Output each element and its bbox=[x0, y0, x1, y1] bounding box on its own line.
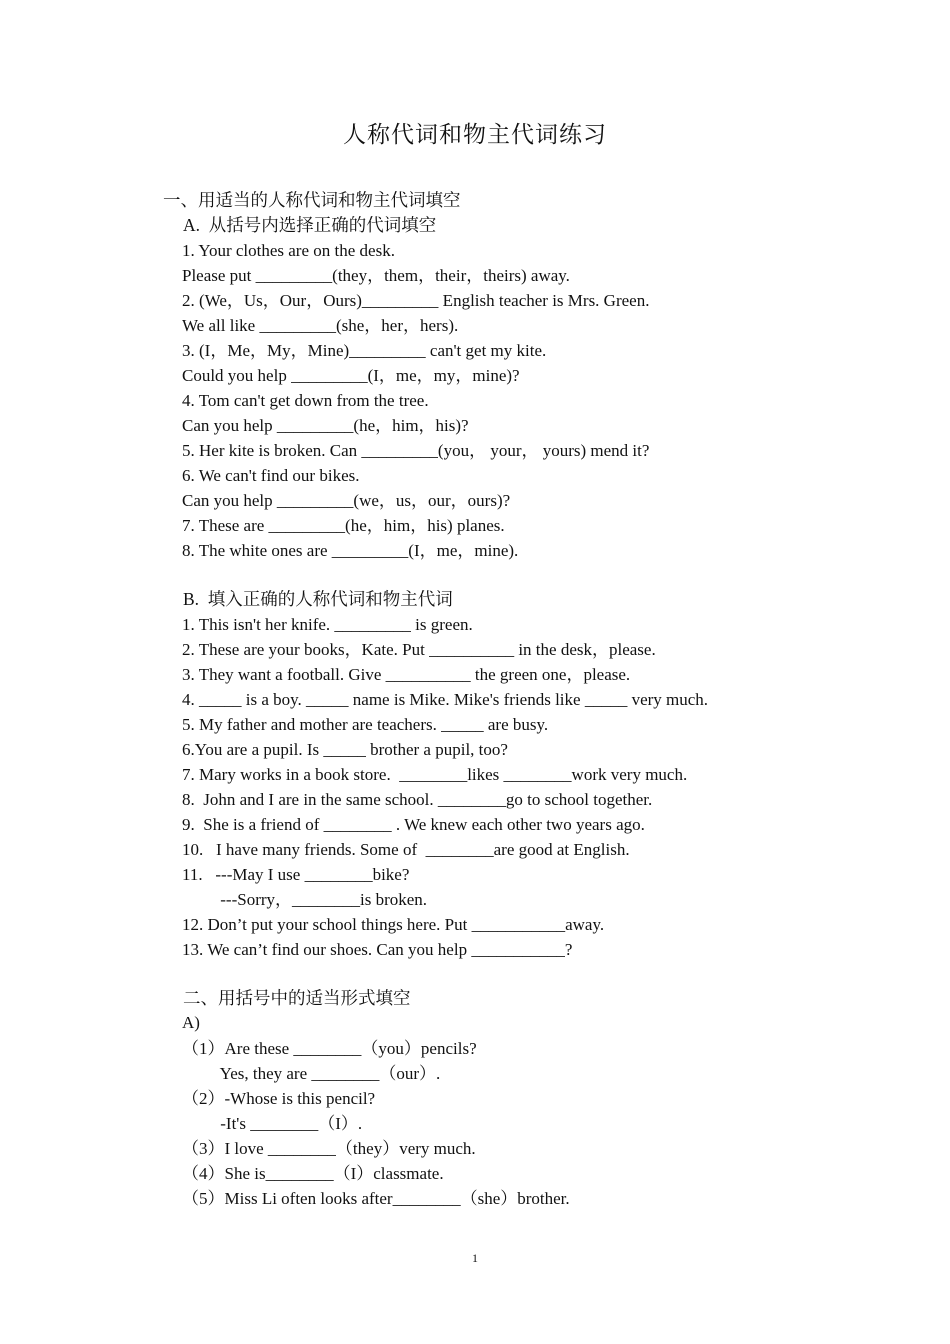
exercise-line: 9. She is a friend of ________ . We knew each other two years ago. bbox=[182, 815, 645, 834]
exercise-line: （5）Miss Li often looks after________（she）brother. bbox=[182, 1189, 570, 1208]
exercise-line: 5. My father and mother are teachers. _____ are busy. bbox=[182, 715, 549, 734]
part-b-heading: B. 填入正确的人称代词和物主代词 bbox=[183, 589, 453, 609]
section-2-heading: 二、用括号中的适当形式填空 bbox=[183, 988, 411, 1008]
exercise-line: 5. Her kite is broken. Can _________(you， your， yours) mend it? bbox=[182, 441, 650, 460]
exercise-line: 2. (We，Us，Our，Ours)_________ English teacher is Mrs. Green. bbox=[182, 291, 650, 310]
exercise-line: We all like _________(she，her，hers). bbox=[182, 316, 459, 335]
exercise-line: （4）She is________（I）classmate. bbox=[182, 1164, 444, 1183]
exercise-line: 12. Don’t put your school things here. Put ___________away. bbox=[182, 915, 605, 934]
exercise-line: 4. Tom can't get down from the tree. bbox=[182, 391, 429, 410]
exercise-line: 7. Mary works in a book store. ________likes ________work very much. bbox=[182, 765, 688, 784]
exercise-line: 3. They want a football. Give __________ the green one，please. bbox=[182, 665, 631, 684]
exercise-line: Please put _________(they，them，their，theirs) away. bbox=[182, 266, 570, 285]
exercise-line: 10. I have many friends. Some of ________are good at English. bbox=[182, 840, 630, 859]
part-a-heading: A. 从括号内选择正确的代词填空 bbox=[183, 215, 437, 235]
exercise-line: 8. John and I are in the same school. ________go to school together. bbox=[182, 790, 653, 809]
exercise-line: 1. This isn't her knife. _________ is green. bbox=[182, 615, 473, 634]
exercise-line: 8. The white ones are _________(I，me，mine). bbox=[182, 541, 519, 560]
exercise-line: 6. We can't find our bikes. bbox=[182, 466, 360, 485]
page-title: 人称代词和物主代词练习 bbox=[343, 122, 607, 147]
part-a-label: A) bbox=[182, 1013, 200, 1032]
exercise-line: Can you help _________(we，us，our，ours)? bbox=[182, 491, 511, 510]
exercise-line: 1. Your clothes are on the desk. bbox=[182, 241, 395, 260]
exercise-line: 6.You are a pupil. Is _____ brother a pupil, too? bbox=[182, 740, 508, 759]
exercise-line: 11. ---May I use ________bike? bbox=[182, 865, 410, 884]
exercise-line: -It's ________（I）. bbox=[182, 1114, 363, 1133]
exercise-line: Could you help _________(I，me，my，mine)? bbox=[182, 366, 520, 385]
exercise-line: Yes, they are ________（our）. bbox=[182, 1064, 441, 1083]
exercise-line: （2）-Whose is this pencil? bbox=[182, 1089, 376, 1108]
exercise-line: 2. These are your books，Kate. Put __________ in the desk，please. bbox=[182, 640, 656, 659]
exercise-line: （3）I love ________（they）very much. bbox=[182, 1139, 476, 1158]
exercise-line: 13. We can’t find our shoes. Can you help ___________? bbox=[182, 940, 573, 959]
exercise-line: 7. These are _________(he，him，his) planes. bbox=[182, 516, 505, 535]
exercise-line: 3. (I，Me，My，Mine)_________ can't get my kite. bbox=[182, 341, 547, 360]
section-1-heading: 一、用适当的人称代词和物主代词填空 bbox=[163, 190, 461, 210]
page-number: 1 bbox=[472, 1251, 478, 1265]
exercise-line: ---Sorry，________is broken. bbox=[182, 890, 428, 909]
exercise-line: 4. _____ is a boy. _____ name is Mike. Mike's friends like _____ very much. bbox=[182, 690, 709, 709]
exercise-line: （1）Are these ________（you）pencils? bbox=[182, 1039, 477, 1058]
exercise-line: Can you help _________(he，him，his)? bbox=[182, 416, 469, 435]
